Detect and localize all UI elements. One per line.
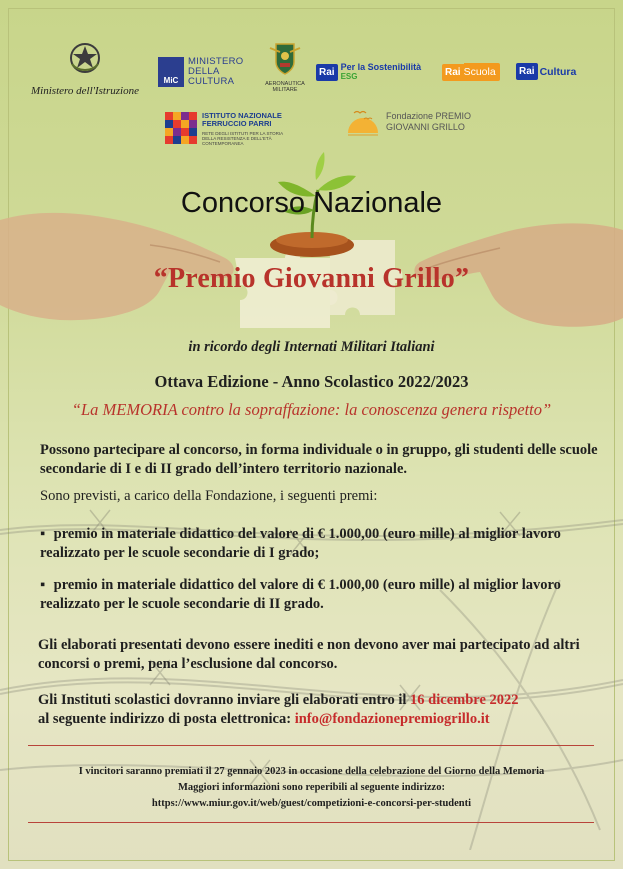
rai-cultura-label: Cultura	[539, 65, 577, 78]
subtitle-ricordo: in ricordo degli Internati Militari Italiani	[188, 339, 435, 355]
bullet-icon: ▪	[40, 577, 46, 593]
rai-scuola-logo	[442, 63, 500, 81]
submission-paragraph	[38, 691, 598, 729]
rai-brand: Rai	[516, 63, 538, 80]
bullet-icon: ▪	[40, 526, 46, 542]
footer	[0, 764, 623, 812]
aero-text	[260, 81, 310, 93]
rai-sost-label	[341, 63, 422, 81]
miur-name: Ministero dell'Istruzione	[31, 85, 139, 97]
rai-sost-line-1: Per la Sostenibilità	[340, 62, 422, 72]
submission-email-link[interactable]: info@fondazionepremiogrillo.it	[294, 711, 490, 727]
title-concorso: Concorso Nazionale	[180, 187, 443, 219]
mic-badge: MiC	[158, 57, 184, 87]
footer-awards-line: I vincitori saranno premiati il 27 gennaio 2023 in occasione della celebrazione del Giorno della Memoria	[78, 766, 545, 777]
footer-divider-top	[28, 745, 594, 746]
originality-paragraph: Gli elaborati presentati devono essere inediti e non devono aver mai partecipato ad altri concorsi o premi, pena l’esclusione dal concorso.	[38, 637, 580, 672]
aero-line-1: AERONAUTICA	[265, 81, 305, 87]
rai-brand: Rai	[316, 64, 338, 81]
title-premio: “Premio Giovanni Grillo”	[153, 263, 470, 294]
submission-deadline: 16 dicembre 2022	[410, 692, 519, 708]
rai-scuola-label: Scuola	[464, 63, 500, 81]
parri-line-1: ISTITUTO NAZIONALE	[202, 111, 282, 120]
parri-mosaic-icon	[165, 112, 197, 144]
submission-email-label: al seguente indirizzo di posta elettronica:	[38, 711, 292, 727]
submission-text: Gli Instituti scolastici dovranno inviare gli elaborati entro il	[38, 692, 407, 708]
mic-text	[188, 57, 243, 87]
fondazione-logo	[344, 107, 471, 137]
footer-url-link[interactable]: https://www.miur.gov.it/web/guest/competizioni-e-concorsi-per-studenti	[151, 798, 472, 809]
parri-logo	[165, 112, 286, 146]
fond-line-2: GIOVANNI GRILLO	[386, 122, 465, 132]
aeronautica-logo	[260, 40, 310, 93]
mic-line-1: MINISTERO	[188, 56, 244, 67]
prizes-intro: Sono previsti, a carico della Fondazione, i seguenti premi:	[40, 488, 378, 504]
sunrise-birds-icon	[344, 107, 382, 137]
parri-subtitle: RETE DEGLI ISTITUTI PER LA STORIA DELLA RESISTENZA E DELL'ETÀ CONTEMPORANEA	[202, 131, 283, 146]
mic-line-2: DELLA	[188, 66, 220, 77]
parri-text	[202, 112, 286, 146]
prize-item-2	[40, 576, 600, 614]
republic-emblem-icon	[68, 40, 102, 76]
miur-logo	[20, 40, 150, 97]
participants-paragraph: Possono partecipare al concorso, in forma individuale o in gruppo, gli studenti delle scuole secondarie di I e di II grado dell’intero territorio nazionale.	[40, 442, 598, 477]
prize-item-1-text: premio in materiale didattico del valore di € 1.000,00 (euro mille) al miglior lavoro realizzato per le scuole secondarie di I grado;	[40, 526, 561, 561]
parri-line-2: FERRUCCIO PARRI	[202, 119, 272, 128]
rai-brand: Rai	[442, 64, 464, 81]
footer-divider-bottom	[28, 822, 594, 823]
prize-item-2-text: premio in materiale didattico del valore di € 1.000,00 (euro mille) al miglior lavoro realizzato per le scuole secondarie di II grado.	[40, 577, 561, 612]
footer-info-line: Maggiori informazioni sono reperibili al seguente indirizzo:	[178, 782, 445, 793]
motto: “La MEMORIA contro la sopraffazione: la conoscenza genera rispetto”	[71, 400, 552, 419]
prize-item-1	[40, 525, 600, 563]
aero-line-2: MILITARE	[272, 87, 298, 93]
fond-text	[386, 111, 471, 133]
edition-line: Ottava Edizione - Anno Scolastico 2022/2023	[154, 372, 469, 391]
fond-line-1: Fondazione PREMIO	[386, 111, 472, 121]
rai-cultura-logo	[516, 63, 576, 80]
mic-logo	[158, 57, 243, 87]
aeronautica-crest-icon	[268, 40, 302, 76]
mic-line-3: CULTURA	[188, 76, 235, 87]
rai-sostenibilita-logo	[316, 63, 421, 81]
rai-sost-line-2: ESG	[340, 72, 358, 81]
